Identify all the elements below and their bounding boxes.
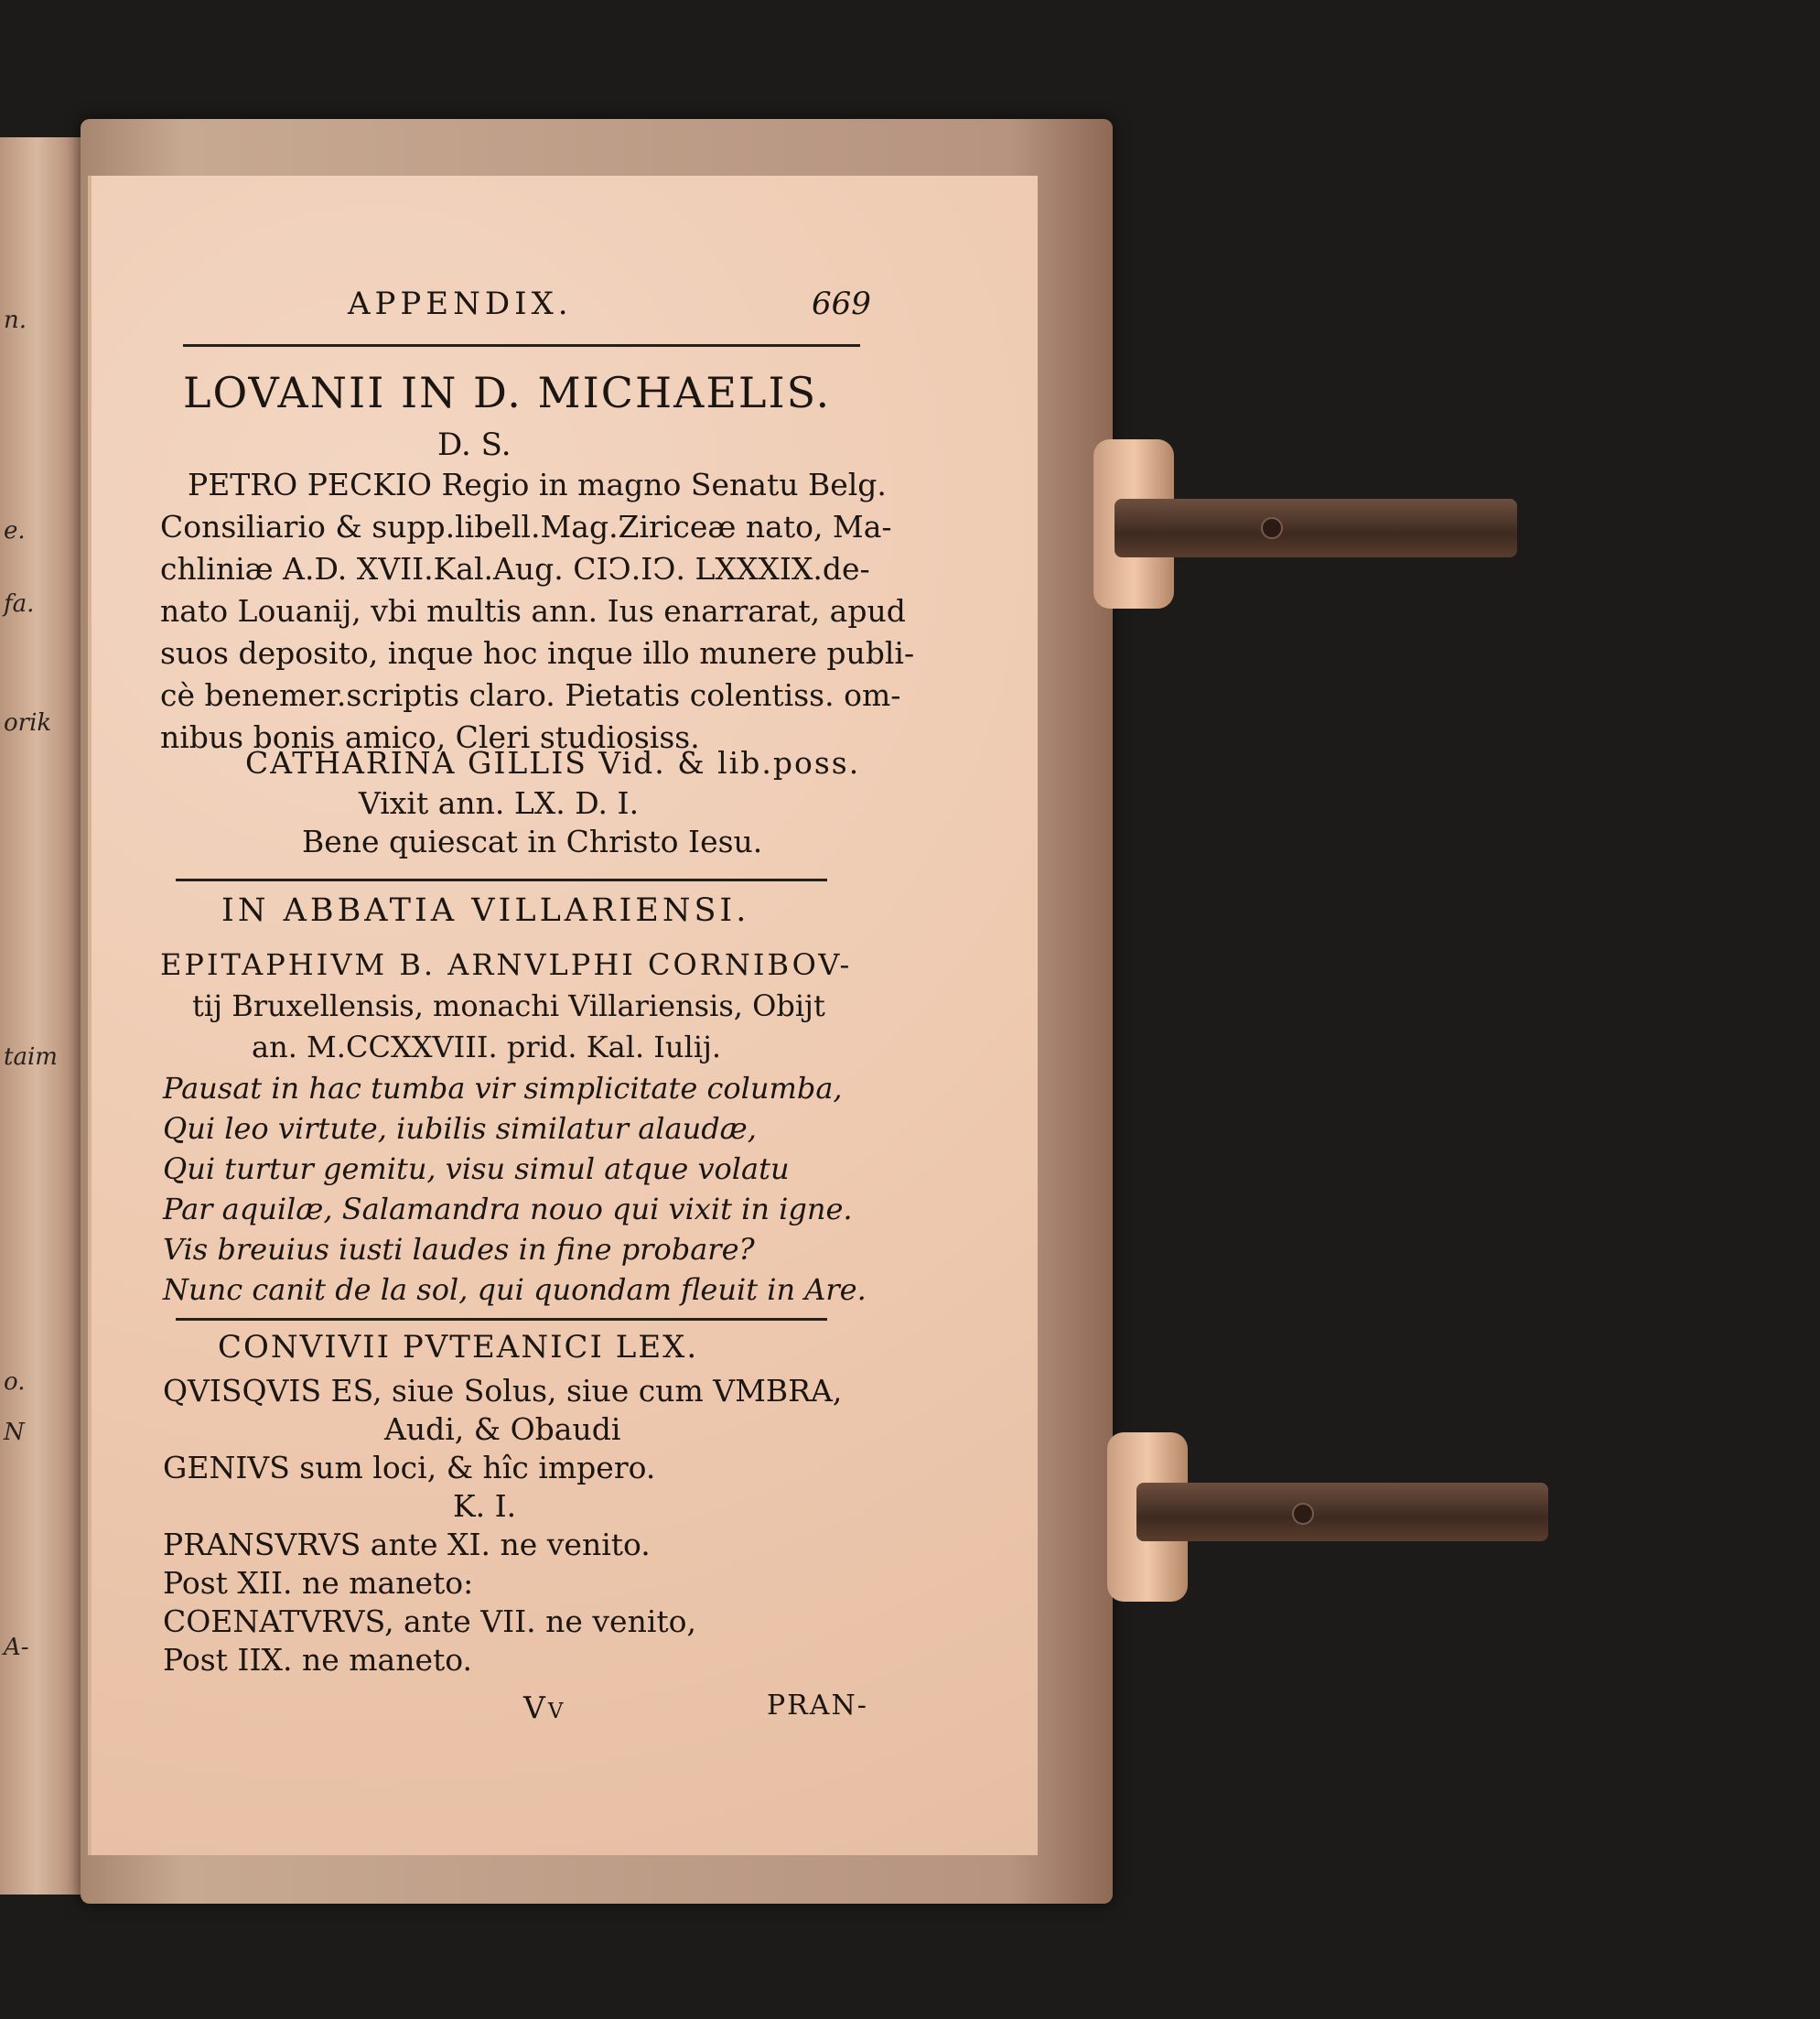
header-rule <box>183 344 860 347</box>
signature-mark: Vv <box>523 1690 566 1725</box>
verse-line: Qui turtur gemitu, visu simul atque volatu <box>163 1151 790 1186</box>
rivet <box>1292 1503 1314 1525</box>
lex-line: Post IIX. ne maneto. <box>163 1642 473 1678</box>
inscription-line: suos deposito, inque hoc inque illo munere publi- <box>160 635 915 671</box>
inscription-line: cè benemer.scriptis claro. Pietatis colentiss. om- <box>160 677 901 713</box>
lex-line: Audi, & Obaudi <box>384 1411 621 1447</box>
lex-line: K. I. <box>453 1488 517 1524</box>
epitaph-intro-line: an. M.CCXXVIII. prid. Kal. Iulij. <box>252 1030 722 1064</box>
left-fragment: A- <box>4 1634 29 1661</box>
section-rule <box>176 1318 827 1321</box>
left-fragment: e. <box>4 517 26 545</box>
ds-line: D. S. <box>437 426 512 463</box>
verse-line: Par aquilæ, Salamandra nouo qui vixit in igne. <box>163 1192 853 1226</box>
inscription-line: PETRO PECKIO Regio in magno Senatu Belg. <box>188 467 887 502</box>
left-page-edge <box>0 137 92 1895</box>
section-heading-convivii: CONVIVII PVTEANICI LEX. <box>218 1329 699 1366</box>
blessing-line: Bene quiescat in Christo Iesu. <box>302 824 763 859</box>
section-heading-villariensi: IN ABBATIA VILLARIENSI. <box>221 892 750 929</box>
left-fragment: N <box>4 1419 25 1446</box>
lex-line: QVISQVIS ES, siue Solus, siue cum VMBRA, <box>163 1373 843 1409</box>
dedicator-line: CATHARINA GILLIS Vid. & lib.poss. <box>245 745 861 781</box>
clasp-top <box>1115 499 1517 557</box>
verse-line: Pausat in hac tumba vir simplicitate columba, <box>163 1071 843 1106</box>
page-number: 669 <box>812 286 871 322</box>
epitaph-intro-line: EPITAPHIVM B. ARNVLPHI CORNIBOV- <box>160 947 853 982</box>
left-fragment: orik <box>4 709 52 737</box>
left-fragment: fa. <box>4 590 35 618</box>
lex-line: GENIVS sum loci, & hîc impero. <box>163 1450 656 1485</box>
rivet <box>1261 517 1283 539</box>
lex-line: COENATVRVS, ante VII. ne venito, <box>163 1603 697 1639</box>
vixit-line: Vixit ann. LX. D. I. <box>359 785 640 821</box>
verse-line: Vis breuius iusti laudes in fine probare? <box>163 1232 755 1267</box>
left-fragment: taim <box>4 1043 58 1071</box>
inscription-line: nato Louanij, vbi multis ann. Ius enarrarat, apud <box>160 593 906 629</box>
inscription-line: chliniæ A.D. XVII.Kal.Aug. CIↃ.IↃ. LXXXIX.de- <box>160 551 870 587</box>
running-head: APPENDIX. <box>348 286 573 322</box>
catchword: PRAN- <box>767 1690 868 1722</box>
section-heading-lovanii: LOVANII IN D. MICHAELIS. <box>183 368 832 417</box>
left-fragment: o. <box>4 1368 26 1396</box>
lex-line: PRANSVRVS ante XI. ne venito. <box>163 1527 651 1562</box>
inscription-line: nibus bonis amico, Cleri studiosiss. <box>160 719 700 755</box>
inscription-line: Consiliario & supp.libell.Mag.Ziriceæ nato, Ma- <box>160 509 892 545</box>
clasp-bottom <box>1136 1483 1548 1541</box>
lex-line: Post XII. ne maneto: <box>163 1565 474 1601</box>
epitaph-intro-line: tij Bruxellensis, monachi Villariensis, Obijt <box>192 988 825 1023</box>
verse-line: Qui leo virtute, iubilis similatur alaudæ, <box>163 1111 757 1146</box>
verse-line: Nunc canit de la sol, qui quondam fleuit in Are. <box>163 1272 867 1307</box>
section-rule <box>176 879 827 881</box>
left-fragment: n. <box>4 307 27 334</box>
